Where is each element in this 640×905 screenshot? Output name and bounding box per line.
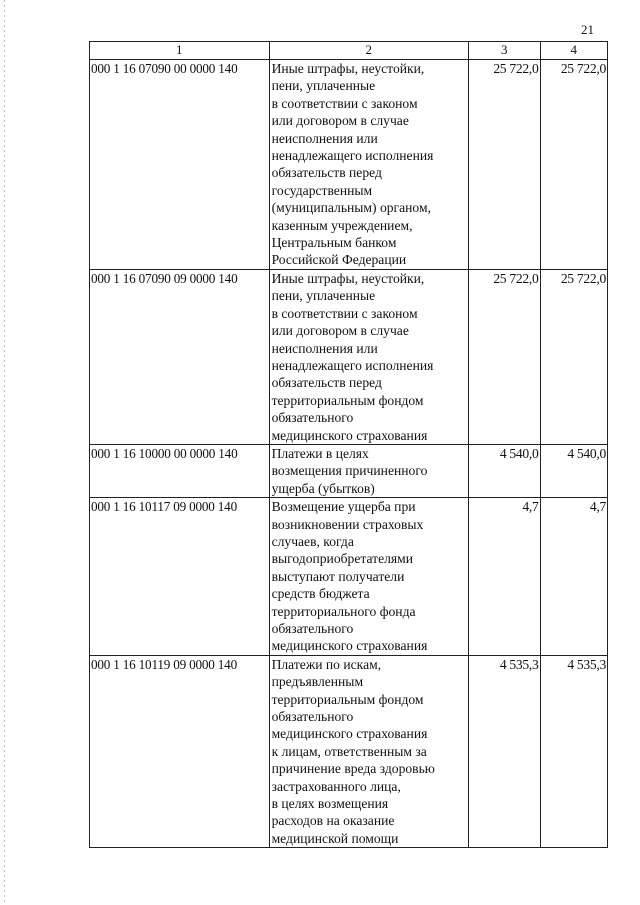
- budget-code-cell: 000 1 16 10000 00 0000 140: [90, 444, 270, 497]
- column-header-2: 2: [269, 42, 468, 60]
- amount-col4-cell: 4 540,0: [540, 444, 608, 497]
- amount-col4-cell: 25 722,0: [540, 269, 608, 444]
- column-header-4: 4: [540, 42, 608, 60]
- budget-code-cell: 000 1 16 10119 09 0000 140: [90, 655, 270, 847]
- table-row: [90, 444, 608, 497]
- table-row: [90, 60, 608, 270]
- table-row: [90, 655, 608, 847]
- revenue-name-cell: Платежи в целях возмещения причиненного ущерба (убытков): [269, 444, 468, 497]
- amount-col4-cell: 25 722,0: [540, 60, 608, 270]
- revenue-table: [89, 41, 608, 848]
- page-number: 21: [581, 22, 594, 37]
- column-header-3: 3: [468, 42, 540, 60]
- amount-col3-cell: 4 535,3: [468, 655, 540, 847]
- amount-col4-cell: 4 535,3: [540, 655, 608, 847]
- revenue-name-cell: Возмещение ущерба при возникновении страховых случаев, когда выгодоприобретателями выступают получатели средств бюджета территориального фонда обязательного медицинского страхования: [269, 498, 468, 656]
- amount-col3-cell: 4 540,0: [468, 444, 540, 497]
- budget-code-cell: 000 1 16 10117 09 0000 140: [90, 498, 270, 656]
- amount-col3-cell: 25 722,0: [468, 269, 540, 444]
- budget-code-cell: 000 1 16 07090 09 0000 140: [90, 269, 270, 444]
- amount-col3-cell: 4,7: [468, 498, 540, 656]
- revenue-name-cell: Платежи по искам, предъявленным территориальным фондом обязательного медицинского страхования к лицам, ответственным за причинение вреда здоровью застрахованного лица, в целях возмещения расходов на оказание медицинской помощи: [269, 655, 468, 847]
- revenue-name-cell: Иные штрафы, неустойки, пени, уплаченные в соответствии с законом или договором в случае неисполнения или ненадлежащего исполнения обязательств перед государственным (муниципальным) органом, казенным учреждением, Центральным банком Российской Федерации: [269, 60, 468, 270]
- revenue-name-cell: Иные штрафы, неустойки, пени, уплаченные в соответствии с законом или договором в случае неисполнения или ненадлежащего исполнения обязательств перед территориальным фондом обязательного медицинского страхования: [269, 269, 468, 444]
- amount-col3-cell: 25 722,0: [468, 60, 540, 270]
- table-row: [90, 269, 608, 444]
- scan-margin-line: [4, 0, 5, 905]
- table-header-row: [90, 42, 608, 60]
- budget-code-cell: 000 1 16 07090 00 0000 140: [90, 60, 270, 270]
- amount-col4-cell: 4,7: [540, 498, 608, 656]
- column-header-1: 1: [90, 42, 270, 60]
- table-row: [90, 498, 608, 656]
